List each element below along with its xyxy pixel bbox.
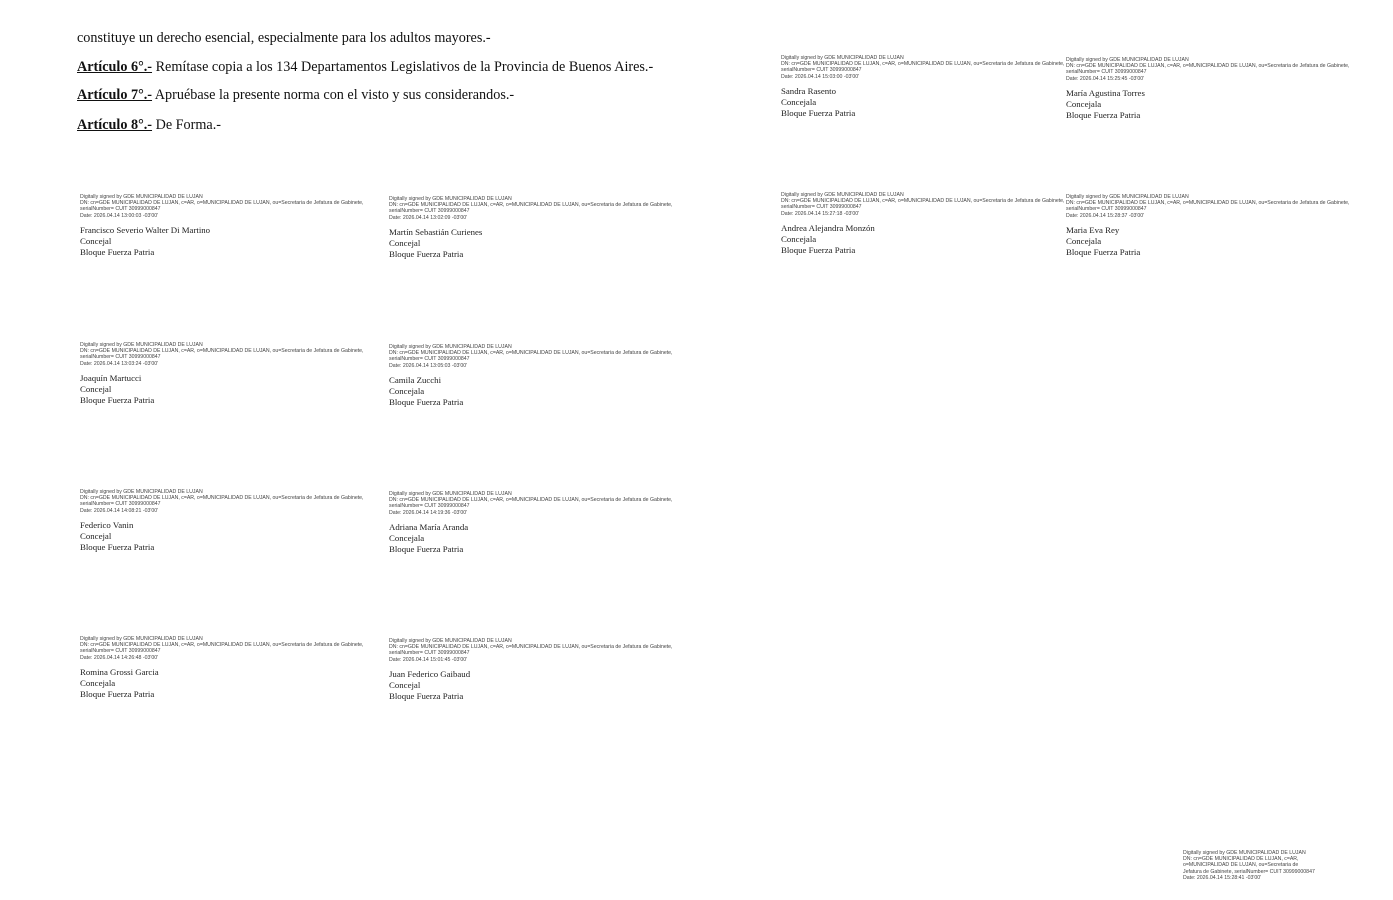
intro-line: constituye un derecho esencial, especialmente para los adultos mayores.- — [77, 30, 491, 46]
signer-bloc: Bloque Fuerza Patria — [80, 395, 155, 406]
signer-name: Francisco Severio Walter Di Martino — [80, 224, 211, 235]
article-8-label: Artículo 8°.- — [77, 117, 153, 133]
signer-role: Concejala — [80, 678, 116, 689]
signature-block — [1066, 57, 1356, 122]
signer-name: Sandra Rasento — [781, 85, 836, 96]
article-6-label: Artículo 6°.- — [77, 59, 153, 75]
article-7-text: Apruébase la presente norma con el visto y sus considerandos.- — [152, 87, 515, 103]
article-6-text: Remítase copia a los 134 Departamentos Legislativos de la Provincia de Buenos Aires.- — [152, 59, 654, 75]
signer-role: Concejal — [389, 238, 421, 249]
signer-role: Concejala — [1066, 236, 1102, 247]
signer-role: Concejal — [389, 680, 421, 691]
article-8 — [77, 116, 221, 134]
signature-block — [389, 344, 679, 409]
signer-bloc: Bloque Fuerza Patria — [781, 108, 856, 119]
signature-metadata: Digitally signed by GDE MUNICIPALIDAD DE LUJAN DN: cn=GDE MUNICIPALIDAD DE LUJAN, c=AR, o=MUNICIPALIDAD DE LUJAN, ou=Secretaria de Jefatura de Gabinete, serialNumber= CUIT 30999000847 Date: 2026.04.14 14:26:48 -03'00' — [80, 636, 364, 661]
signer-name: Martín Sebastián Curienes — [389, 226, 483, 237]
signature-block — [389, 638, 679, 703]
signature-metadata: Digitally signed by GDE MUNICIPALIDAD DE LUJAN DN: cn=GDE MUNICIPALIDAD DE LUJAN, c=AR, o=MUNICIPALIDAD DE LUJAN, ou=Secretaria de Jefatura de Gabinete, serialNumber= CUIT 30999000847 Date: 2026.04.14 14:19:36 -03'00' — [389, 491, 673, 516]
signer-bloc: Bloque Fuerza Patria — [80, 689, 155, 700]
signer-bloc: Bloque Fuerza Patria — [1066, 247, 1141, 258]
signer-name: Maria Eva Rey — [1066, 224, 1120, 235]
signer-role: Concejala — [389, 386, 425, 397]
signer-bloc: Bloque Fuerza Patria — [389, 544, 464, 555]
signer-role: Concejala — [1066, 99, 1102, 110]
signature-metadata: Digitally signed by GDE MUNICIPALIDAD DE LUJAN DN: cn=GDE MUNICIPALIDAD DE LUJAN, c=AR, o=MUNICIPALIDAD DE LUJAN, ou=Secretaria de Jefatura de Gabinete, serialNumber= CUIT 30999000847 Date: 2026.04.14 13:05:03 -03'00' — [389, 344, 673, 369]
signer-role: Concejala — [389, 533, 425, 544]
signer-name: Camila Zucchi — [389, 374, 442, 385]
signature-block — [80, 194, 370, 259]
signature-metadata: Digitally signed by GDE MUNICIPALIDAD DE LUJAN DN: cn=GDE MUNICIPALIDAD DE LUJAN, c=AR, o=MUNICIPALIDAD DE LUJAN, ou=Secretaria de Jefatura de Gabinete, serialNumber= CUIT 30999000847 Date: 2026.04.14 15:01:45 -03'00' — [389, 638, 673, 663]
signer-role: Concejal — [80, 236, 112, 247]
signature-block — [80, 636, 370, 701]
signature-block — [389, 491, 679, 556]
signature-block — [389, 196, 679, 261]
signature-metadata: Digitally signed by GDE MUNICIPALIDAD DE LUJAN DN: cn=GDE MUNICIPALIDAD DE LUJAN, c=AR, o=MUNICIPALIDAD DE LUJAN, ou=Secretaria de Jefatura de Gabinete, serialNumber= CUIT 30999000847 Date: 2026.04.14 15:28:37 -03'00' — [1066, 194, 1350, 219]
signature-metadata: Digitally signed by GDE MUNICIPALIDAD DE LUJAN DN: cn=GDE MUNICIPALIDAD DE LUJAN, c=AR, o=MUNICIPALIDAD DE LUJAN, ou=Secretaria de Jefatura de Gabinete, serialNumber= CUIT 30999000847 Date: 2026.04.14 13:02:09 -03'00' — [389, 196, 673, 221]
signer-bloc: Bloque Fuerza Patria — [80, 542, 155, 553]
signature-metadata: Digitally signed by GDE MUNICIPALIDAD DE LUJAN DN: cn=GDE MUNICIPALIDAD DE LUJAN, c=AR, o=MUNICIPALIDAD DE LUJAN, ou=Secretaria de Jefatura de Gabinete, serialNumber= CUIT 30999000847 Date: 2026.04.14 15:03:00 -03'00' — [781, 55, 1065, 80]
signer-role: Concejala — [781, 97, 817, 108]
signature-block — [1066, 194, 1356, 259]
final-digital-signature-stamp: Digitally signed by GDE MUNICIPALIDAD DE LUJAN DN: cn=GDE MUNICIPALIDAD DE LUJAN, c=AR, o=MUNICIPALIDAD DE LUJAN, ou=Secretaria de Jefatura de Gabinete, serialNumber= CUIT 30999000847 Date: 2026.04.14 15:28:41 -03'00' — [1183, 850, 1315, 881]
article-8-text: De Forma.- — [152, 117, 221, 133]
signer-name: Adriana María Aranda — [389, 521, 469, 532]
signer-name: Romina Grossi Garcia — [80, 666, 159, 677]
signer-bloc: Bloque Fuerza Patria — [389, 249, 464, 260]
signature-block — [80, 342, 370, 407]
signer-bloc: Bloque Fuerza Patria — [389, 691, 464, 702]
signature-block — [781, 55, 1071, 120]
signature-block — [781, 192, 1071, 257]
signature-metadata: Digitally signed by GDE MUNICIPALIDAD DE LUJAN DN: cn=GDE MUNICIPALIDAD DE LUJAN, c=AR, o=MUNICIPALIDAD DE LUJAN, ou=Secretaria de Jefatura de Gabinete, serialNumber= CUIT 30999000847 Date: 2026.04.14 13:00:03 -03'00' — [80, 194, 364, 219]
signer-name: Juan Federico Gaibaud — [389, 668, 471, 679]
signer-name: Federico Vanin — [80, 519, 134, 530]
signer-bloc: Bloque Fuerza Patria — [1066, 110, 1141, 121]
signer-role: Concejala — [781, 234, 817, 245]
signer-name: Andrea Alejandra Monzón — [781, 222, 875, 233]
signer-bloc: Bloque Fuerza Patria — [781, 245, 856, 256]
signer-name: María Agustina Torres — [1066, 87, 1145, 98]
signer-bloc: Bloque Fuerza Patria — [80, 247, 155, 258]
signature-block — [80, 489, 370, 554]
signature-metadata: Digitally signed by GDE MUNICIPALIDAD DE LUJAN DN: cn=GDE MUNICIPALIDAD DE LUJAN, c=AR, o=MUNICIPALIDAD DE LUJAN, ou=Secretaria de Jefatura de Gabinete, serialNumber= CUIT 30999000847 Date: 2026.04.14 15:25:45 -03'00' — [1066, 57, 1350, 82]
signature-metadata: Digitally signed by GDE MUNICIPALIDAD DE LUJAN DN: cn=GDE MUNICIPALIDAD DE LUJAN, c=AR, o=MUNICIPALIDAD DE LUJAN, ou=Secretaria de Jefatura de Gabinete, serialNumber= CUIT 30999000847 Date: 2026.04.14 15:27:18 -03'00' — [781, 192, 1065, 217]
signer-role: Concejal — [80, 531, 112, 542]
article-7-label: Artículo 7°.- — [77, 87, 153, 103]
signer-name: Joaquín Martucci — [80, 372, 142, 383]
signature-metadata: Digitally signed by GDE MUNICIPALIDAD DE LUJAN DN: cn=GDE MUNICIPALIDAD DE LUJAN, c=AR, o=MUNICIPALIDAD DE LUJAN, ou=Secretaria de Jefatura de Gabinete, serialNumber= CUIT 30999000847 Date: 2026.04.14 13:03:24 -03'00' — [80, 342, 364, 367]
article-7 — [77, 86, 514, 104]
document-page-right — [700, 0, 1393, 900]
article-6 — [77, 58, 653, 76]
signer-bloc: Bloque Fuerza Patria — [389, 397, 464, 408]
signer-role: Concejal — [80, 384, 112, 395]
signature-metadata: Digitally signed by GDE MUNICIPALIDAD DE LUJAN DN: cn=GDE MUNICIPALIDAD DE LUJAN, c=AR, o=MUNICIPALIDAD DE LUJAN, ou=Secretaria de Jefatura de Gabinete, serialNumber= CUIT 30999000847 Date: 2026.04.14 14:08:21 -03'00' — [80, 489, 364, 514]
